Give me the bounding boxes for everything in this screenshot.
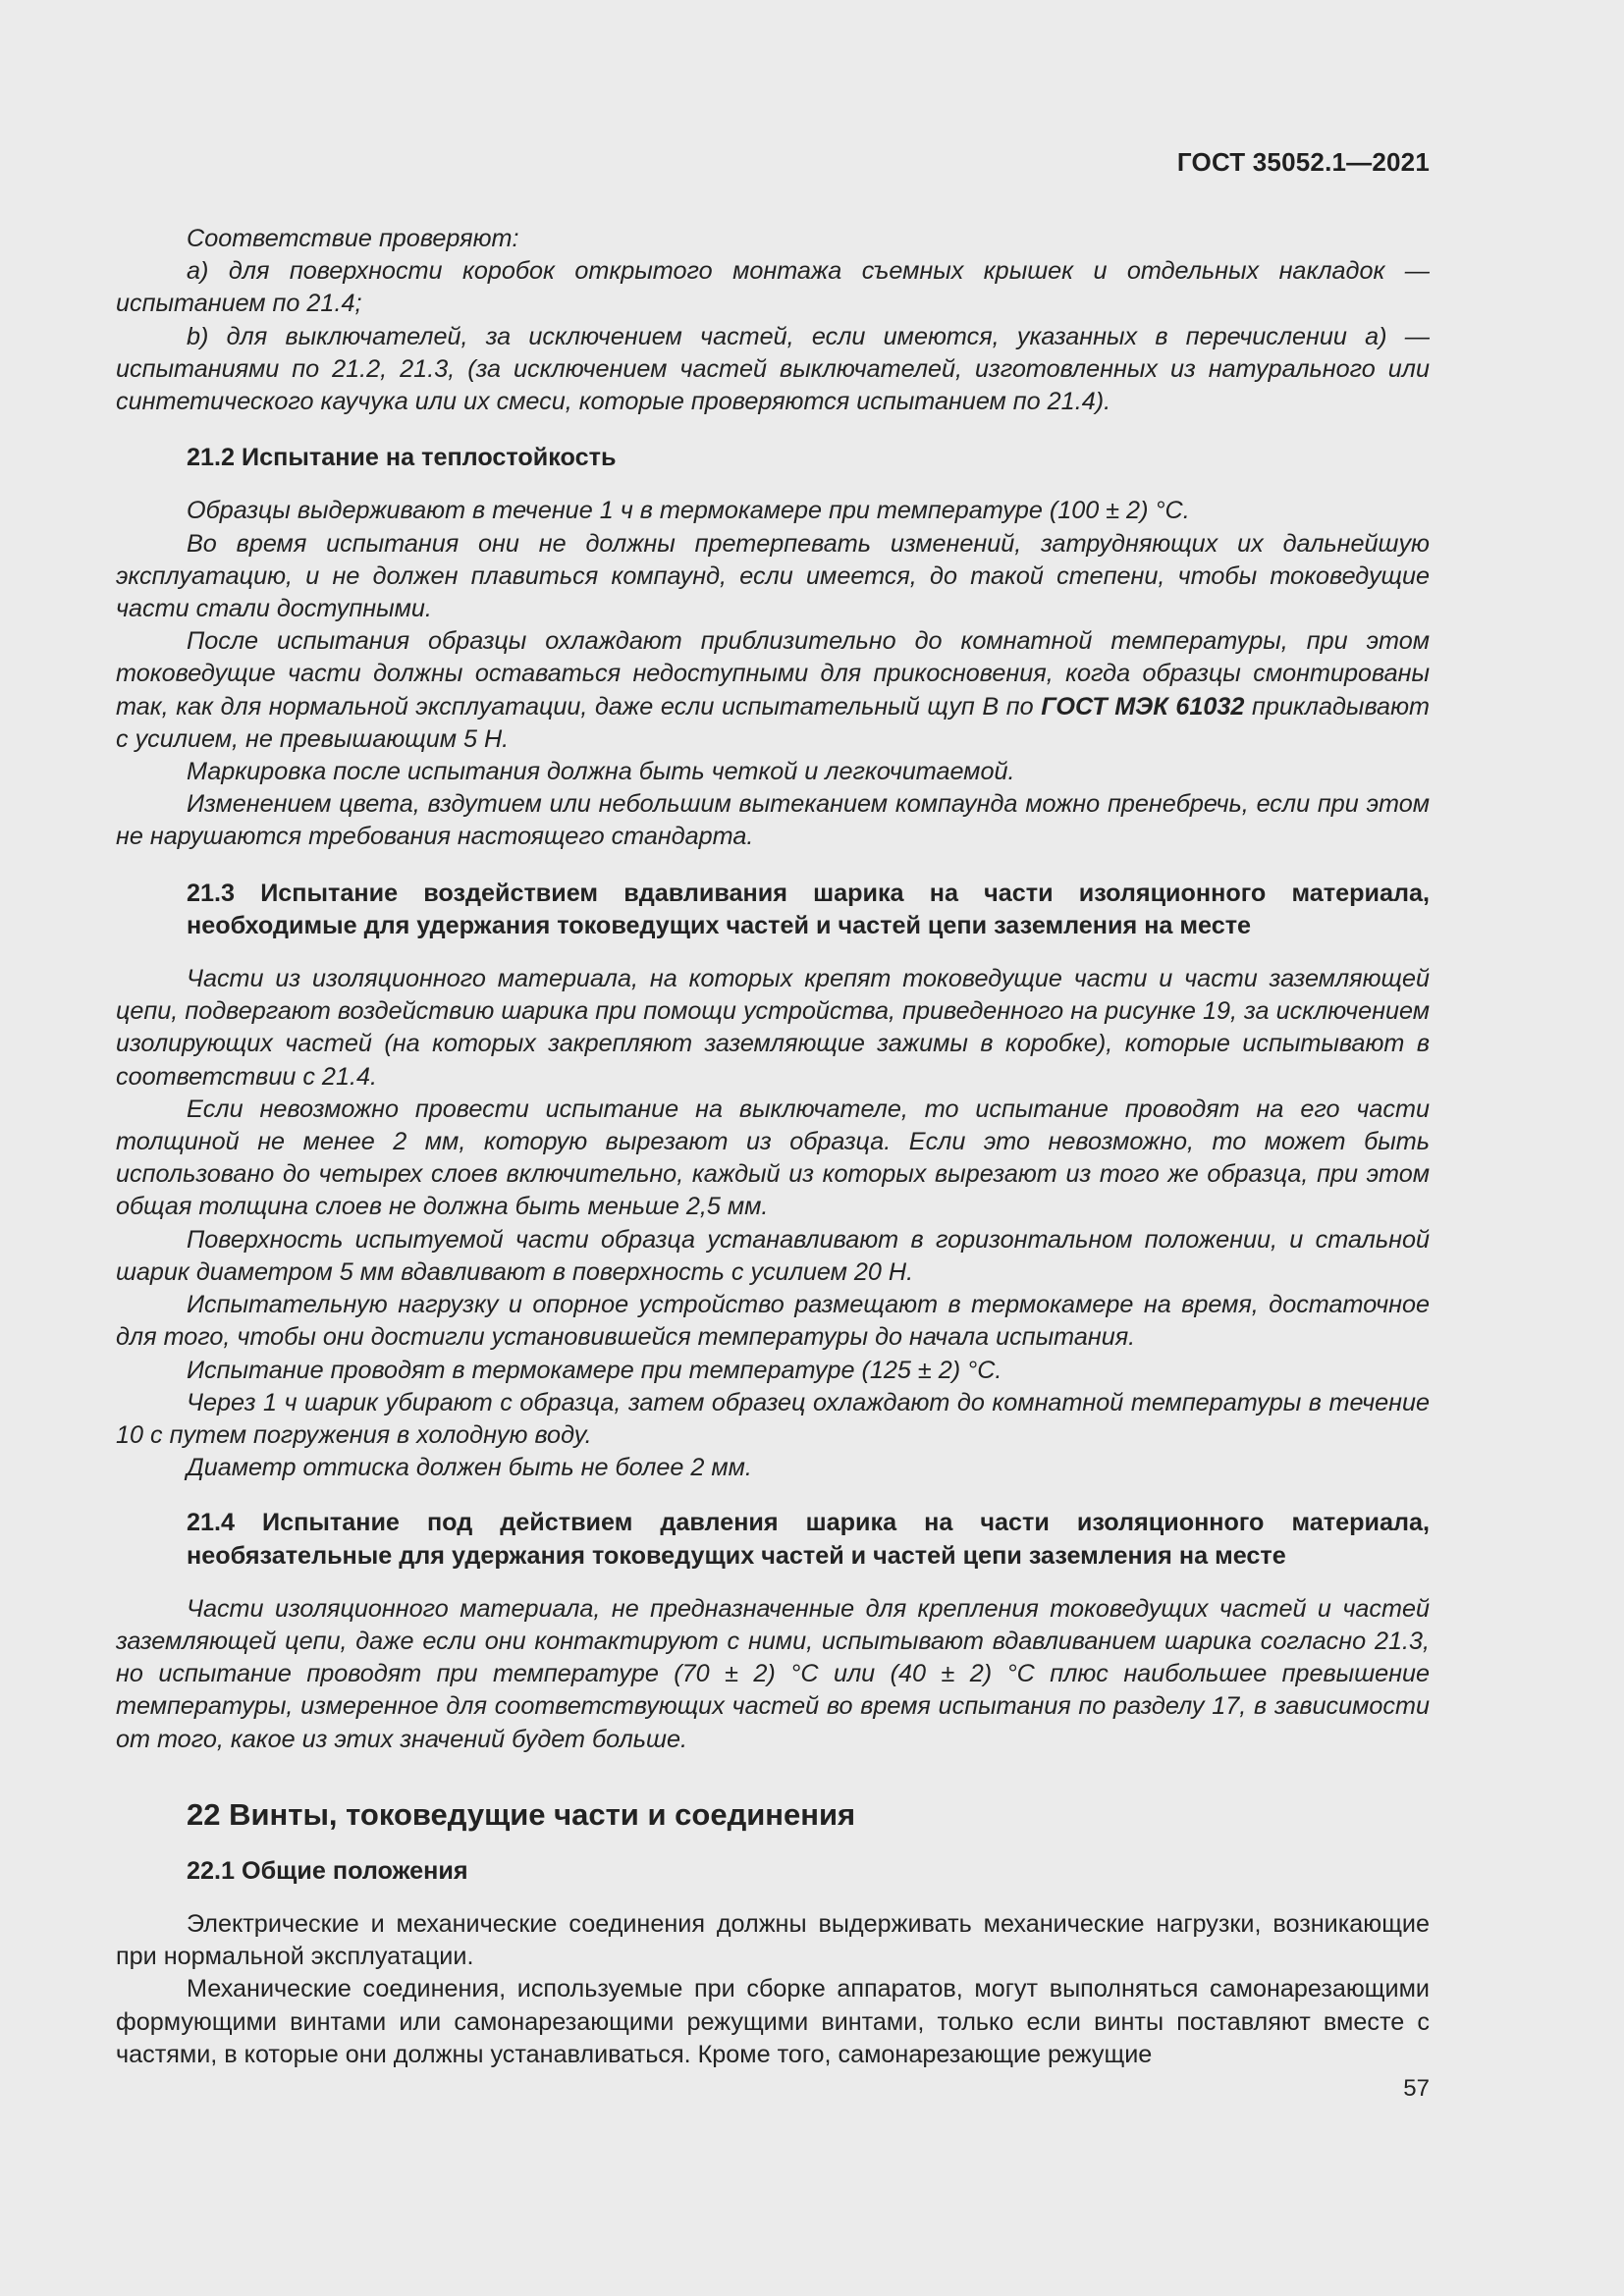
paragraph: Маркировка после испытания должна быть четкой и легкочитаемой. xyxy=(187,758,1015,786)
section-heading-22-1: 22.1 Общие положения xyxy=(187,1856,468,1885)
section-heading-21-3: 21.3 Испытание воздействием вдавливания шарика на части изоляционного материала, необходимые для удержания токоведущих частей и частей цепи заземления на месте xyxy=(187,879,1430,939)
paragraph: Части из изоляционного материала, на которых крепят токоведущие части и части заземляющей цепи, подвергают воздействию шарика при помощи устройства, приведенного на рисунке 19, за исключением изолирующих частей (на которых закрепляют заземляющие зажимы в коробке), которые испытывают в соответствии с 21.4. xyxy=(116,965,1430,1091)
paragraph: Испытательную нагрузку и опорное устройство размещают в термокамере на время, достаточное для того, чтобы они достигли установившейся температуры до начала испытания. xyxy=(116,1291,1430,1352)
standard-reference: ГОСТ МЭК 61032 xyxy=(1041,692,1245,721)
paragraph: Через 1 ч шарик убирают с образца, затем образец охлаждают до комнатной температуры в течение 10 с путем погружения в холодную воду. xyxy=(116,1388,1430,1449)
section-heading-21-4: 21.4 Испытание под действием давления шарика на части изоляционного материала, необязательные для удержания токоведущих частей и частей цепи заземления на месте xyxy=(187,1509,1430,1570)
paragraph-text: прикладывают с усилием, не превышающим 5 Н. xyxy=(116,692,1430,753)
paragraph: Если невозможно провести испытание на выключателе, то испытание проводят на его части толщиной не менее 2 мм, которую вырезают из образца. Если это невозможно, то может быть использовано до четырех слоев включительно, каждый из которых вырезают из того же образца, при этом общая толщина слоев не должна быть меньше 2,5 мм. xyxy=(116,1095,1430,1221)
paragraph: Диаметр оттиска должен быть не более 2 мм. xyxy=(187,1454,752,1482)
paragraph: Образцы выдерживают в течение 1 ч в термокамере при температуре (100 ± 2) °С. xyxy=(187,497,1190,525)
paragraph xyxy=(116,625,1430,756)
paragraph: Во время испытания они не должны претерпевать изменений, затрудняющих их дальнейшую эксплуатацию, и не должен плавиться компаунд, если имеется, до такой степени, чтобы токоведущие части стали доступными. xyxy=(116,529,1430,623)
paragraph: Электрические и механические соединения должны выдерживать механические нагрузки, возникающие при нормальной эксплуатации. xyxy=(116,1909,1430,1971)
paragraph: Соответствие проверяют: xyxy=(187,225,519,252)
paragraph: Изменением цвета, вздутием или небольшим вытеканием компаунда можно пренебречь, если при этом не нарушаются требования настоящего стандарта. xyxy=(116,790,1430,851)
document-body xyxy=(116,223,1430,2071)
paragraph: Испытание проводят в термокамере при температуре (125 ± 2) °С. xyxy=(187,1356,1002,1384)
paragraph: Поверхность испытуемой части образца устанавливают в горизонтальном положении, и стальной шарик диаметром 5 мм вдавливают в поверхность с усилием 20 Н. xyxy=(116,1225,1430,1286)
section-heading-22: 22 Винты, токоведущие части и соединения xyxy=(187,1796,856,1832)
section-heading-21-2: 21.2 Испытание на теплостойкость xyxy=(187,444,617,472)
paragraph: Механические соединения, используемые при сборке аппаратов, могут выполняться самонарезающими формующими винтами или самонарезающими режущими винтами, только если винты поставляют вместе с частями, в которые они должны устанавливаться. Кроме того, самонарезающие режущие xyxy=(116,1975,1430,2068)
page-number: 57 xyxy=(1403,2075,1430,2102)
list-item-b: b) для выключателей, за исключением частей, если имеются, указанных в перечислении a) — испытаниями по 21.2, 21.3, (за исключением частей выключателей, изготовленных из натурального или синтетического каучука или их смеси, которые проверяются испытанием по 21.4). xyxy=(116,322,1430,416)
document-id-header: ГОСТ 35052.1—2021 xyxy=(1176,147,1430,177)
list-item-a: a) для поверхности коробок открытого монтажа съемных крышек и отдельных накладок — испытанием по 21.4; xyxy=(116,257,1430,318)
paragraph-text: После испытания образцы охлаждают приблизительно до комнатной температуры, при этом токоведущие части должны оставаться недоступными для прикосновения, когда образцы смонтированы так, как для нормальной эксплуатации, даже если испытательный щуп В по xyxy=(116,627,1430,721)
paragraph: Части изоляционного материала, не предназначенные для крепления токоведущих частей и частей заземляющей цепи, даже если они контактируют с ними, испытывают вдавливанием шарика согласно 21.3, но испытание проводят при температуре (70 ± 2) °С или (40 ± 2) °С плюс наибольшее превышение температуры, измеренное для соответствующих частей во время испытания по разделу 17, в зависимости от того, какое из этих значений будет больше. xyxy=(116,1594,1430,1753)
